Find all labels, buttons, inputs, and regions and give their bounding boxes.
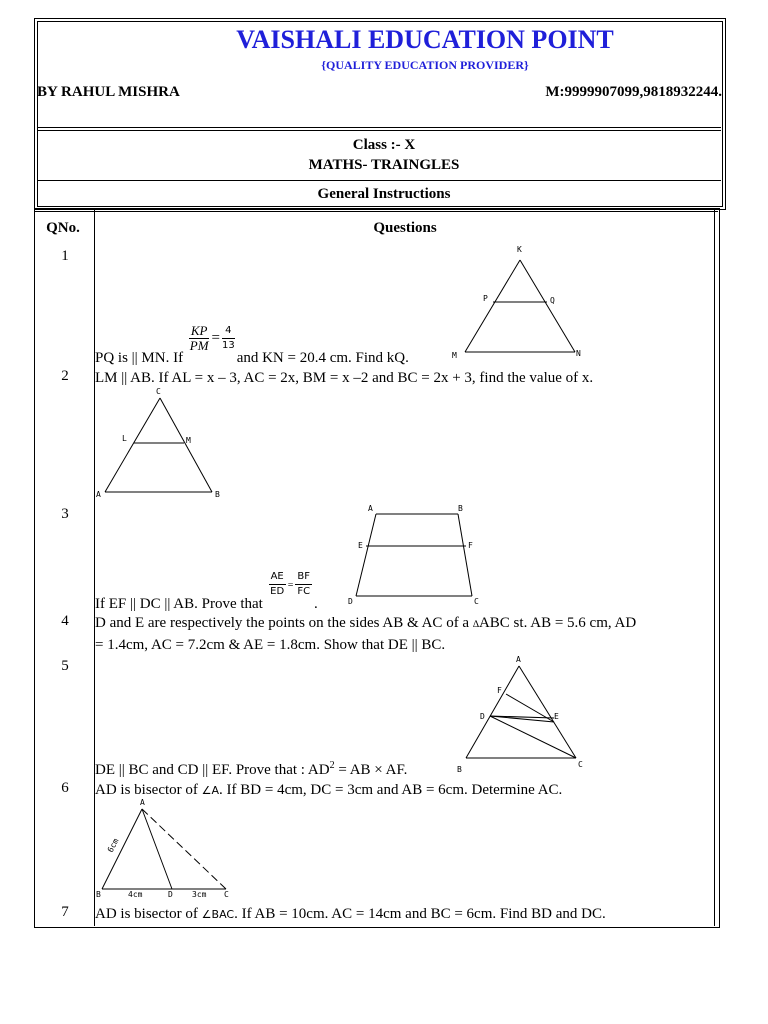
question-number: 5 [61, 658, 69, 674]
label-d: D [348, 597, 353, 606]
question-number: 7 [61, 904, 69, 920]
question-text: If EF || DC || AB. Prove that $\frac{AE}{ED}$ = $\frac{BF}{FC}$ . [95, 571, 318, 612]
label-p: P [483, 294, 488, 303]
label-dc-length: 3cm [192, 890, 207, 899]
label-a: A [140, 798, 145, 807]
label-a: A [96, 490, 101, 499]
label-b: B [215, 490, 220, 499]
header-divider-2 [37, 130, 721, 131]
question-number: 4 [61, 613, 69, 629]
label-l: L [122, 434, 127, 443]
label-c: C [224, 890, 229, 899]
subject-divider [37, 180, 721, 181]
right-inner-border [714, 208, 715, 926]
label-m: M [186, 436, 191, 445]
label-b: B [457, 765, 462, 774]
question-text: AD is bisector of ∠BAC. If AB = 10cm. AC = 14cm and BC = 6cm. Find BD and DC. [95, 906, 606, 922]
qno-header: QNo. [46, 220, 80, 236]
label-k: K [517, 245, 522, 254]
label-q: Q [550, 296, 555, 305]
table-top-double [34, 211, 718, 212]
label-b: B [96, 890, 101, 899]
label-c: C [474, 597, 479, 606]
question-number: 1 [61, 248, 69, 264]
label-d: D [480, 712, 485, 721]
q1-triangle-figure [450, 242, 590, 360]
label-f: F [468, 541, 473, 550]
label-e: E [554, 712, 559, 721]
class-label: Class :- X [352, 137, 416, 153]
header-divider [37, 127, 721, 128]
question-text: LM || AB. If AL = x – 3, AC = 2x, BM = x –2 and BC = 2x + 3, find the value of x. [95, 370, 594, 386]
document-title: VAISHALI EDUCATION POINT [236, 25, 614, 54]
label-n: N [576, 349, 581, 358]
q2-triangle-figure [94, 384, 234, 504]
fraction: $\frac{4}{13}$ [221, 325, 235, 351]
label-a: A [368, 504, 373, 513]
label-c: C [578, 760, 583, 769]
question-text: D and E are respectively the points on the sides AB & AC of a ∆ABC st. AB = 5.6 cm, AD = 1.4cm, AC = 7.2cm & AE = 1.8cm. Show that DE || BC. [95, 615, 637, 653]
q5-triangle-figure [452, 652, 592, 774]
question-text: PQ is || MN. If $\frac{KP}{PM}$ = $\frac{4}{13}$ and KN = 20.4 cm. Find kQ. [95, 323, 409, 366]
label-c: C [156, 387, 161, 396]
label-b: B [458, 504, 463, 513]
label-f: F [497, 686, 502, 695]
question-text: DE || BC and CD || EF. Prove that : $AD^2$ = AB × AF. [95, 760, 408, 778]
questions-header: Questions [373, 220, 437, 236]
label-a: A [516, 655, 521, 664]
author: BY RAHUL MISHRA [37, 84, 180, 100]
q3-trapezium-figure [346, 500, 496, 610]
label-e: E [358, 541, 363, 550]
fraction: $\frac{AE}{ED}$ [270, 571, 285, 597]
question-text: AD is bisector of ∠A. If BD = 4cm, DC = 3cm and AB = 6cm. Determine AC. [95, 782, 563, 798]
question-number: 2 [61, 368, 69, 384]
document-subtitle: {QUALITY EDUCATION PROVIDER} [321, 58, 529, 72]
question-number: 3 [61, 506, 69, 522]
subject-label: MATHS- TRAINGLES [308, 157, 460, 173]
question-number: 6 [61, 780, 69, 796]
phone-number: M:9999907099,9818932244. [545, 84, 722, 100]
fraction: $\frac{KP}{PM}$ [189, 323, 209, 353]
label-d: D [168, 890, 173, 899]
label-bd-length: 4cm [128, 890, 143, 899]
label-ab-length: 6cm [105, 836, 121, 854]
instructions-heading: General Instructions [317, 186, 451, 202]
q6-triangle-figure [94, 795, 244, 903]
fraction: $\frac{BF}{FC}$ [297, 571, 311, 597]
label-m: M [452, 351, 457, 360]
